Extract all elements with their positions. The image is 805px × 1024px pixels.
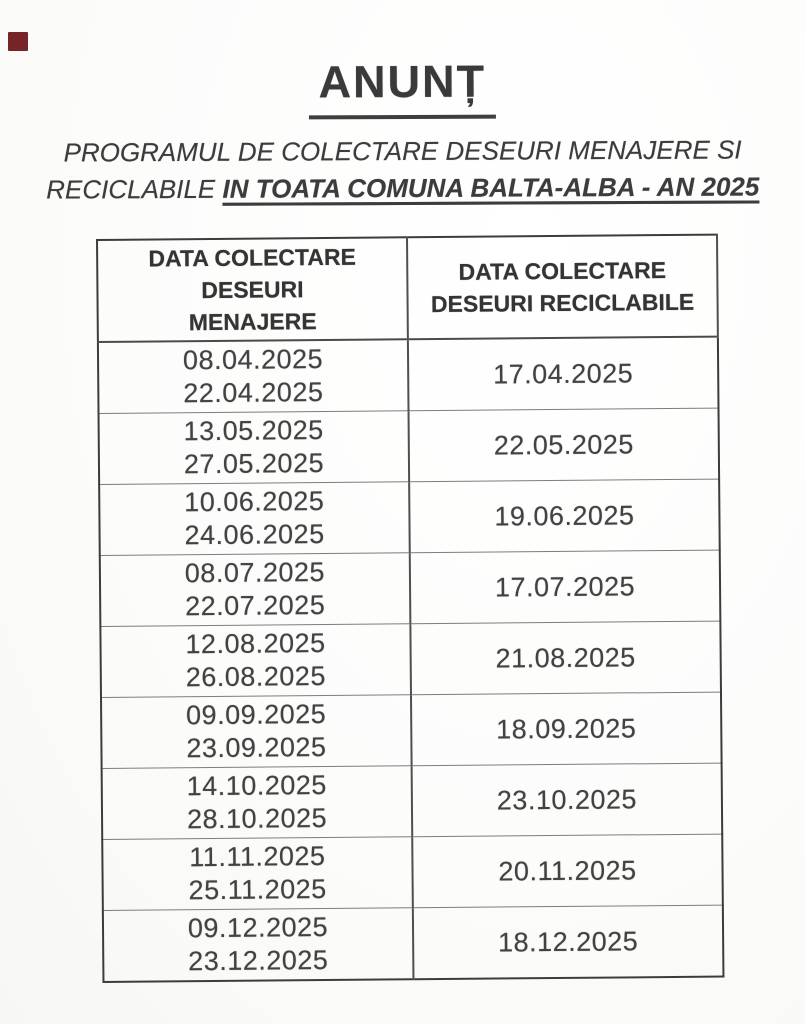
menajere-dates-cell (102, 766, 413, 840)
menajere-dates-cell (100, 553, 411, 627)
reciclabile-date-cell (410, 621, 721, 695)
header-menajere-line-1: DATA COLECTARE DESEURI (148, 243, 356, 304)
collection-schedule-table (96, 234, 724, 983)
reciclabile-date: 19.06.2025 (494, 499, 635, 532)
menajere-dates-cell (100, 624, 411, 698)
table-row (99, 408, 720, 484)
document-header (0, 54, 805, 209)
reciclabile-date-cell (411, 692, 722, 766)
table-row (98, 337, 719, 414)
table-row (99, 479, 720, 555)
menajere-dates-cell (101, 695, 412, 769)
reciclabile-date-cell (409, 408, 720, 482)
reciclabile-date-cell (413, 905, 724, 979)
reciclabile-date: 18.12.2025 (497, 925, 639, 958)
menajere-date-2: 25.11.2025 (188, 874, 327, 906)
menajere-date-1: 13.05.2025 (183, 415, 324, 447)
page-title: ANUNȚ (308, 56, 496, 120)
table-row (100, 550, 721, 626)
reciclabile-date: 21.08.2025 (495, 641, 636, 674)
subtitle-line-2-plain: RECICLABILE (46, 173, 223, 205)
table-row (103, 905, 724, 982)
reciclabile-date-cell (409, 479, 720, 553)
reciclabile-date: 17.04.2025 (492, 357, 634, 390)
table-body (98, 337, 724, 982)
reciclabile-date: 23.10.2025 (496, 783, 638, 816)
reciclabile-date: 17.07.2025 (494, 570, 636, 603)
scan-corner-artifact (8, 32, 28, 51)
subtitle-line-2-emphasis: IN TOATA COMUNA BALTA-ALBA - AN 2025 (222, 171, 760, 204)
menajere-date-2: 27.05.2025 (183, 448, 325, 480)
menajere-date-1: 09.09.2025 (185, 699, 327, 731)
table-row (100, 621, 721, 697)
reciclabile-date-cell (412, 763, 723, 837)
document-subtitle (0, 131, 805, 209)
reciclabile-date: 20.11.2025 (498, 854, 637, 887)
subtitle-line-1: PROGRAMUL DE COLECTARE DESEURI MENAJERE SI (63, 134, 742, 168)
reciclabile-date: 22.05.2025 (493, 428, 635, 461)
header-reciclabile-line-1: DATA COLECTARE (458, 257, 667, 285)
menajere-date-2: 24.06.2025 (184, 519, 325, 551)
menajere-date-1: 08.04.2025 (182, 344, 324, 376)
menajere-date-1: 12.08.2025 (185, 628, 326, 660)
menajere-dates-cell (99, 411, 410, 485)
menajere-date-2: 22.07.2025 (184, 590, 326, 622)
header-menajere-line-2: MENAJERE (188, 308, 317, 336)
column-header-menajere (97, 237, 408, 342)
menajere-date-1: 11.11.2025 (189, 841, 326, 873)
table-row (102, 763, 723, 839)
menajere-date-1: 14.10.2025 (186, 770, 327, 802)
column-header-reciclabile (407, 235, 718, 340)
reciclabile-date: 18.09.2025 (496, 712, 637, 745)
reciclabile-date-cell (412, 834, 723, 908)
table-header (97, 235, 718, 342)
menajere-date-2: 26.08.2025 (185, 661, 327, 693)
schedule-table-container (96, 234, 724, 983)
reciclabile-date-cell (410, 550, 721, 624)
table-row (101, 692, 722, 768)
menajere-date-1: 10.06.2025 (184, 486, 325, 518)
menajere-date-2: 23.09.2025 (186, 732, 327, 764)
header-reciclabile-line-2: DESEURI RECICLABILE (430, 288, 695, 318)
menajere-date-1: 09.12.2025 (187, 912, 329, 944)
menajere-dates-cell (99, 482, 410, 556)
menajere-dates-cell (98, 339, 409, 413)
menajere-dates-cell (102, 837, 413, 911)
menajere-date-2: 22.04.2025 (183, 377, 324, 409)
menajere-date-1: 08.07.2025 (184, 557, 326, 589)
menajere-date-2: 23.12.2025 (188, 945, 329, 977)
menajere-date-2: 28.10.2025 (186, 803, 328, 835)
reciclabile-date-cell (408, 337, 719, 411)
table-row (102, 834, 723, 910)
menajere-dates-cell (103, 908, 414, 982)
